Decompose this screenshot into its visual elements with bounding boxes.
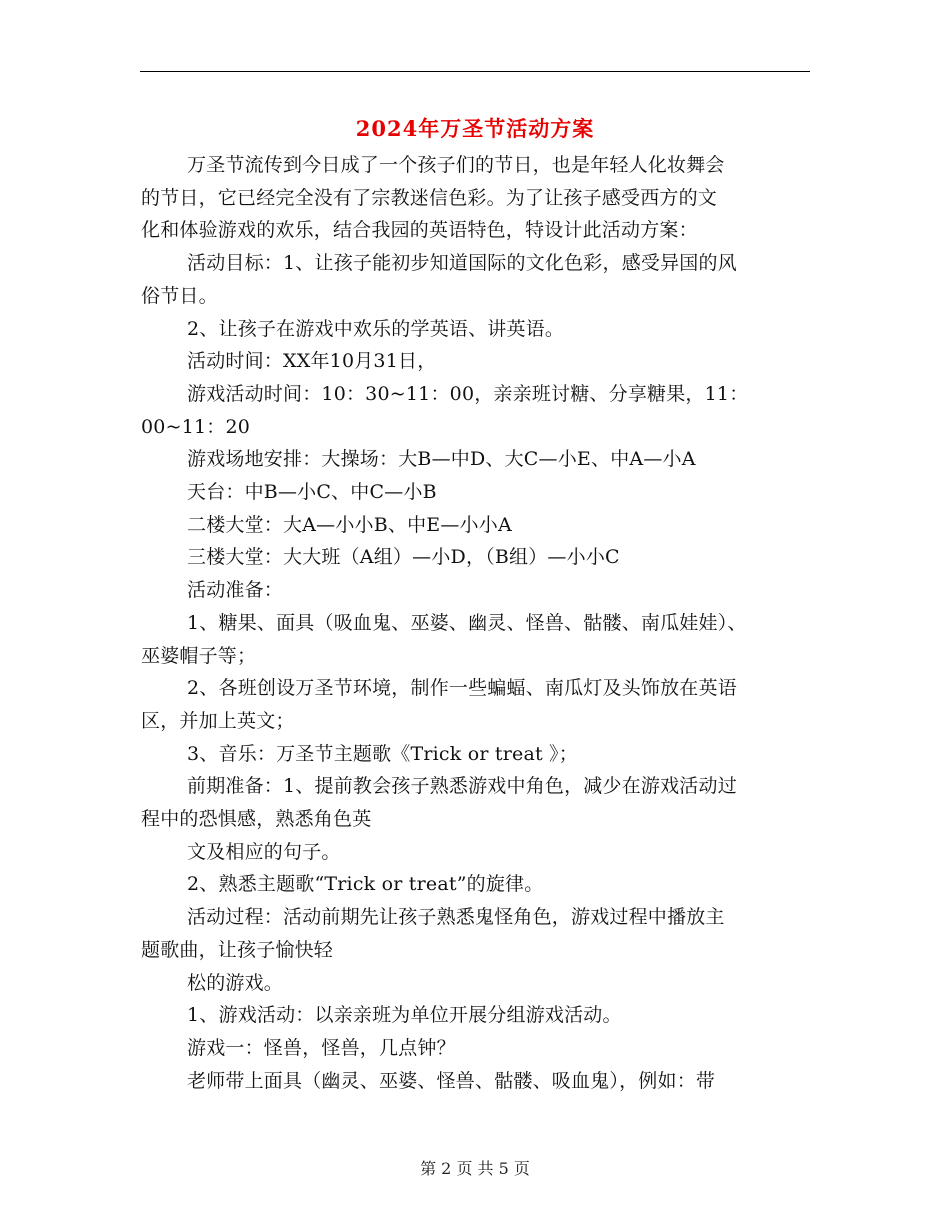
text-line: 俗节日。 [141, 284, 218, 307]
text-line: 松的游戏。 [187, 971, 284, 994]
text-line: 天台：中B—小C、中C—小B [187, 481, 437, 503]
text-line: 老师带上面具（幽灵、巫婆、怪兽、骷髅、吸血鬼），例如：带 [187, 1069, 716, 1092]
text-line: 活动过程：活动前期先让孩子熟悉鬼怪角色，游戏过程中播放主 [187, 906, 725, 929]
text-line: 2、各班创设万圣节环境，制作一些蝙蝠、南瓜灯及头饰放在英语 [187, 677, 737, 700]
text-line: 2、熟悉主题歌“Trick or treat”的旋律。 [187, 873, 544, 896]
text-line: 题歌曲，让孩子愉快轻 [141, 938, 334, 961]
text-line: 前期准备：1、提前教会孩子熟悉游戏中角色，减少在游戏活动过 [187, 775, 737, 798]
text-line: 1、糖果、面具（吸血鬼、巫婆、幽灵、怪兽、骷髅、南瓜娃娃）、 [187, 611, 747, 634]
text-line: 1、游戏活动：以亲亲班为单位开展分组游戏活动。 [187, 1004, 622, 1027]
header-rule [140, 71, 810, 72]
text-line: 二楼大堂：大A—小小B、中E—小小A [187, 513, 512, 536]
text-line: 的节日，它已经完全没有了宗教迷信色彩。为了让孩子感受西方的文 [141, 186, 718, 209]
text-line: 化和体验游戏的欢乐，结合我园的英语特色，特设计此活动方案： [141, 219, 698, 242]
text-line: 游戏场地安排：大操场：大B—中D、大C—小E、中A—小A [187, 448, 696, 471]
text-line: 万圣节流传到今日成了一个孩子们的节日，也是年轻人化妆舞会 [187, 154, 725, 176]
text-line: 活动目标：1、让孩子能初步知道国际的文化色彩，感受异国的风 [187, 252, 737, 275]
document-title: 2024年万圣节活动方案 [355, 116, 595, 141]
text-line: 00~11：20 [141, 415, 251, 438]
text-line: 区，并加上英文； [141, 709, 295, 732]
text-line: 活动时间：XX年10月31日， [187, 350, 437, 373]
text-line: 2、让孩子在游戏中欢乐的学英语、讲英语。 [187, 317, 565, 340]
text-line: 3、音乐：万圣节主题歌《Trick or treat 》； [187, 742, 578, 765]
text-line: 巫婆帽子等； [141, 644, 257, 667]
text-line: 三楼大堂：大大班（A组）—小D，（B组）—小小C [187, 546, 620, 569]
text-line: 游戏一：怪兽，怪兽，几点钟？ [187, 1036, 456, 1059]
text-line: 程中的恐惧感，熟悉角色英 [141, 808, 372, 830]
text-line: 游戏活动时间：10：30~11：00，亲亲班讨糖、分享糖果，11： [187, 382, 749, 405]
text-line: 文及相应的句子。 [187, 840, 341, 863]
text-line: 活动准备： [187, 579, 284, 602]
page-footer: 第 2 页 共 5 页 [420, 1159, 530, 1178]
